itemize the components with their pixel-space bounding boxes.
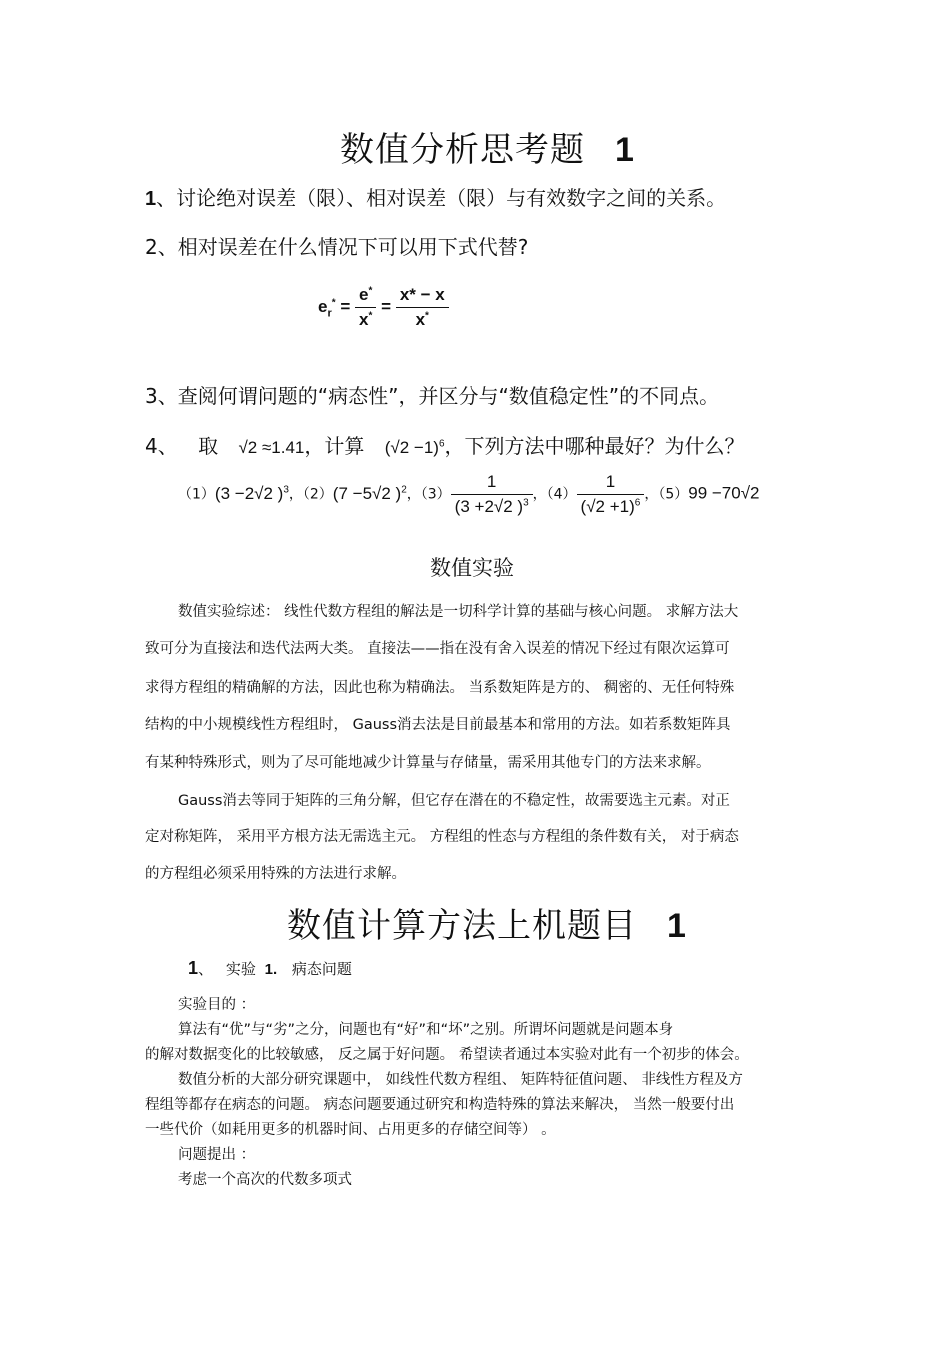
paragraph-line: 结构的中小规模线性方程组时， Gauss消去法是目前最基本和常用的方法。如若系数矩阵具 <box>145 717 731 733</box>
q4-ask: ，下列方法中哪种最好？为什么？ <box>444 434 745 458</box>
exp-number: 1 <box>188 958 199 978</box>
paragraph-line: 的方程组必须采用特殊的方法进行求解。 <box>145 866 406 882</box>
paragraph-line: 求得方程组的精确解的方法，因此也称为精确法。 当系数矩阵是方的、 稠密的、无任何特殊 <box>145 680 735 696</box>
fraction-2: $\frac{x* - x}{x^*}$ <box>396 285 449 330</box>
frac-num: x* − x <box>396 285 449 308</box>
option-4 <box>577 472 645 517</box>
page-title <box>340 122 635 171</box>
page-title-2 <box>287 898 687 947</box>
frac-num: e <box>359 285 369 304</box>
frac-den: x <box>359 310 369 329</box>
q4-take: 取 <box>198 434 219 458</box>
relative-error-formula: $e_r^*$ = $\frac{e^*}{x^*}$ = $\frac{x* - x}{x^*}$ <box>318 285 449 330</box>
option-den: (√2 +1) <box>580 497 635 516</box>
section-heading: 数值实验 <box>430 556 514 580</box>
option-exp: 3 <box>283 483 289 495</box>
exp-line: 问题提出 ： <box>178 1147 256 1163</box>
title-number: 1 <box>667 907 687 945</box>
exp-line: 程组等都存在病态的问题。 病态问题要通过研究和构造特殊的算法来解决， 当然一般要付出 <box>145 1097 735 1113</box>
exp-sep: 、 <box>198 960 214 978</box>
question-2: 2、相对误差在什么情况下可以用下式代替? <box>145 235 529 259</box>
question-1 <box>145 182 726 211</box>
formula-lhs: e <box>318 296 328 316</box>
exp-line: 的解对数据变化的比较敏感， 反之属于好问题。 希望读者通过本实验对此有一个初步的体会。 <box>145 1047 749 1063</box>
option-num: 1 <box>577 472 645 495</box>
q4-label: 4、 <box>145 434 178 458</box>
question-3: 3、查阅何谓问题的“病态性”，并区分与“数值稳定性”的不同点。 <box>145 384 720 408</box>
option-5-label: ，（5） <box>644 486 689 503</box>
question-4 <box>145 430 745 459</box>
option-expr: (7 −5√2 ) <box>332 483 402 503</box>
option-expr: (3 −2√2 ) <box>214 483 284 503</box>
exp-name: 病态问题 <box>291 960 352 978</box>
q4-compute: ，计算 <box>304 434 365 458</box>
option-num: 1 <box>451 472 533 495</box>
question-text: 、讨论绝对误差（限）、相对误差（限）与有效数字之间的关系。 <box>156 186 727 210</box>
exp-line: 算法有“优”与“劣”之分，问题也有“好”和“坏”之别。所谓坏问题就是问题本身 <box>178 1022 674 1038</box>
paragraph-line: 数值实验综述： 线性代数方程组的解法是一切科学计算的基础与核心问题。 求解方法大 <box>178 604 739 620</box>
title-text: 数值计算方法上机题目 <box>287 906 637 946</box>
exp-line: 一些代价（如耗用更多的机器时间、占用更多的存储空间等） 。 <box>145 1122 556 1138</box>
option-den: (3 +2√2 ) <box>454 497 524 516</box>
option-5: 99 −70√2 <box>688 483 760 503</box>
option-1-label: （1） <box>178 486 215 503</box>
q4-options <box>178 472 760 517</box>
title-number: 1 <box>615 131 635 169</box>
option-3 <box>451 472 533 517</box>
title-text: 数值分析思考题 <box>340 130 585 170</box>
q4-exp: 6 <box>438 438 445 450</box>
paragraph-line: Gauss消去等同于矩阵的三角分解，但它存在潜在的不稳定性，故需要选主元素。对正 <box>178 793 730 809</box>
option-exp: 6 <box>634 497 641 509</box>
option-2-label: ，（2） <box>288 486 333 503</box>
question-number: 1 <box>145 188 157 210</box>
fraction-1: $\frac{e^*}{x^*}$ <box>355 285 376 330</box>
exp-line: 考虑一个高次的代数多项式 <box>178 1172 352 1188</box>
q4-expression <box>385 438 445 457</box>
q4-expr: (√2 −1) <box>384 438 439 457</box>
formula-star: * <box>331 297 336 309</box>
option-exp: 2 <box>401 483 407 495</box>
exp-id: 1. <box>264 961 278 978</box>
q4-approx: √2 ≈1.41 <box>238 438 305 457</box>
paragraph-line: 定对称矩阵， 采用平方根方法无需选主元。 方程组的性态与方程组的条件数有关， 对于病态 <box>145 829 739 845</box>
exp-line: 实验目的 ： <box>178 997 256 1013</box>
paragraph-line: 有某种特殊形式，则为了尽可能地减少计算量与存储量，需采用其他专门的方法来求解。 <box>145 755 711 771</box>
option-4-label: ，（4） <box>532 486 577 503</box>
paragraph-line: 致可分为直接法和迭代法两大类。 直接法——指在没有舍入误差的情况下经过有限次运算可 <box>145 641 730 657</box>
frac-den: x <box>415 310 426 329</box>
option-2 <box>333 484 407 503</box>
exp-label: 实验 <box>225 960 256 978</box>
exp-line: 数值分析的大部分研究课题中， 如线性代数方程组、 矩阵特征值问题、 非线性方程及方 <box>178 1072 743 1088</box>
formula-sub: r <box>327 307 332 320</box>
option-1 <box>215 484 289 503</box>
experiment-heading <box>188 958 352 979</box>
option-exp: 3 <box>523 497 529 509</box>
option-3-label: ，（3） <box>406 486 451 503</box>
